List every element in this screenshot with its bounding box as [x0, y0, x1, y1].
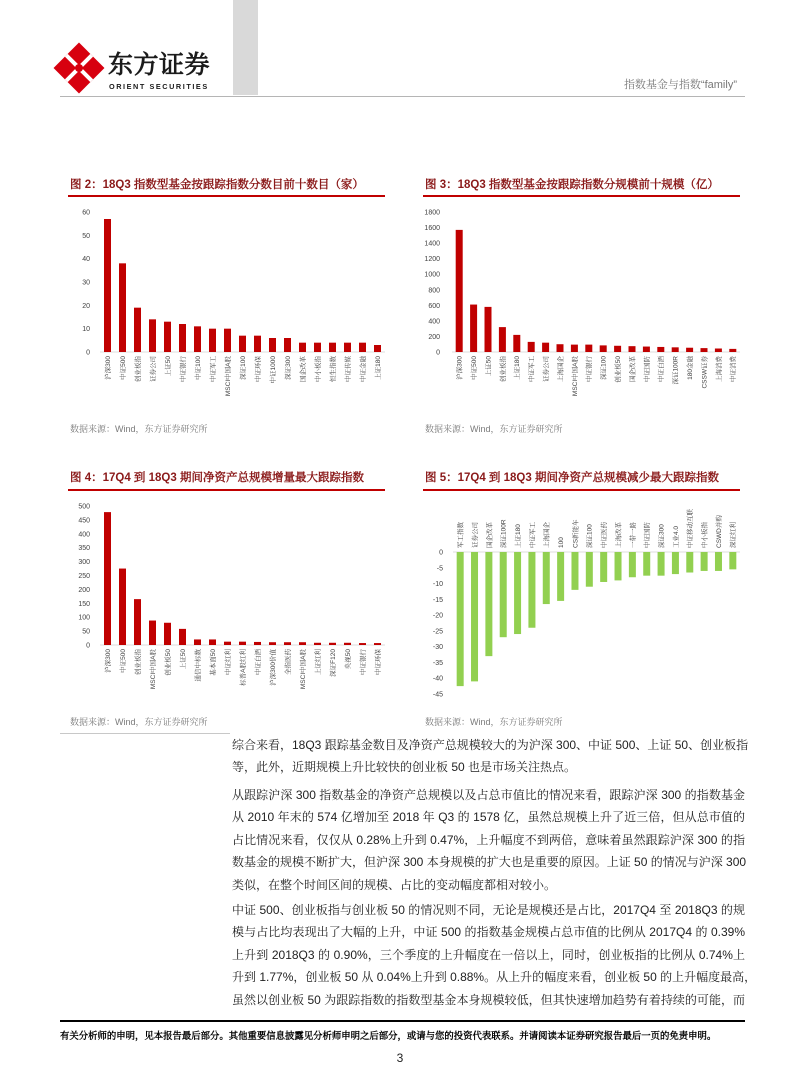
- y-tick-label: 1200: [424, 256, 440, 264]
- x-tick-label: 上海国企: [543, 522, 551, 548]
- text-line: 模与占比均表现出了大幅的上升，中证 500 的指数基金规模占总市值的比例从 2017Q4 的 0.39%: [232, 925, 745, 940]
- x-tick-label: 证券公司: [149, 356, 157, 382]
- text-line: 上升到 2018Q3 的 0.90%，三个季度的上升幅度在一倍以上，同时，创业板指的比例从 0.74%上: [232, 947, 745, 962]
- y-tick-label: 1400: [424, 240, 440, 248]
- footer-divider: [60, 1020, 745, 1022]
- bar-10: [239, 642, 246, 645]
- x-tick-label: 沪深300: [104, 356, 112, 380]
- bar-2: [119, 263, 126, 352]
- bar-3: [134, 308, 141, 352]
- bar-8: [209, 639, 216, 645]
- x-tick-label: 沪深300价值: [269, 649, 277, 686]
- bar-13: [284, 642, 291, 645]
- figure-4-title-rule: [68, 489, 385, 491]
- text-line: 综合来看，18Q3 跟踪基金数目及净资产总规模较大的为沪深 300、中证 500、上证 50、创业板指: [232, 737, 749, 752]
- x-tick-label: 中证银行: [179, 356, 187, 382]
- bar-8: [557, 344, 564, 352]
- bar-15: [657, 347, 664, 352]
- section-divider: [60, 733, 230, 734]
- figure-5-bar-chart: [415, 495, 745, 710]
- x-tick-label: 上海国企: [557, 356, 565, 382]
- bar-11: [254, 336, 261, 352]
- x-tick-label: 国企改革: [299, 356, 307, 382]
- bar-4: [149, 319, 156, 352]
- bar-9: [224, 642, 231, 645]
- bar-1: [104, 219, 111, 352]
- y-tick-label: -40: [432, 675, 443, 683]
- brand-name-cn: 东方证券: [108, 51, 211, 79]
- x-tick-label: 央视50: [344, 649, 352, 670]
- x-tick-label: 沪深300: [456, 356, 464, 380]
- y-tick-label: 10: [82, 326, 90, 334]
- y-tick-label: -5: [436, 565, 443, 573]
- y-tick-label: 50: [82, 232, 90, 240]
- figure-5-source: 数据来源：Wind，东方证券研究所: [425, 717, 563, 727]
- brand-name-en: ORIENT SECURITIES: [109, 82, 209, 91]
- bar-13: [629, 346, 636, 352]
- x-tick-label: 证券公司: [471, 522, 479, 548]
- x-tick-label: 创业板50: [615, 356, 622, 383]
- y-tick-label: 600: [428, 302, 440, 310]
- x-tick-label: 标普A股红利: [239, 649, 247, 686]
- x-tick-label: 全指医药: [284, 649, 292, 675]
- x-tick-label: 国企改革: [629, 356, 637, 382]
- bar-14: [299, 642, 306, 645]
- bar-19: [374, 643, 381, 645]
- x-tick-label: 中证国防: [643, 356, 651, 382]
- bar-20: [729, 349, 736, 352]
- x-tick-label: 深证300: [284, 356, 292, 380]
- bar-9: [571, 552, 578, 590]
- y-tick-label: 300: [78, 559, 90, 567]
- x-tick-label: 深证100: [600, 356, 608, 380]
- x-tick-label: 沪深300: [104, 649, 112, 673]
- x-tick-label: 上证180: [514, 524, 522, 548]
- bar-1: [456, 230, 463, 352]
- bar-15: [314, 343, 321, 352]
- x-tick-label: MSCI中国A股: [571, 356, 579, 397]
- bar-11: [254, 642, 261, 645]
- x-tick-label: MSCI中国A股: [149, 649, 157, 690]
- paragraph-csi500-chinext: [232, 899, 757, 1012]
- x-tick-label: 一带一路: [629, 522, 637, 548]
- bar-8: [209, 329, 216, 352]
- bar-7: [543, 552, 550, 604]
- x-tick-label: 深证100: [586, 524, 594, 548]
- y-tick-label: 400: [78, 531, 90, 539]
- x-tick-label: 创业板指: [499, 356, 507, 382]
- bar-20: [729, 552, 736, 569]
- x-tick-label: 上海消费: [715, 356, 723, 382]
- x-tick-label: 上证180: [374, 356, 382, 380]
- bar-18: [359, 343, 366, 352]
- bar-17: [686, 348, 693, 352]
- x-tick-label: 中证白酒: [658, 356, 666, 382]
- x-tick-label: 中证银行: [359, 649, 367, 675]
- bar-11: [600, 345, 607, 352]
- y-tick-label: 20: [82, 302, 90, 310]
- bar-10: [586, 552, 593, 587]
- bar-5: [513, 335, 520, 352]
- bar-16: [672, 347, 679, 352]
- x-tick-label: 中小板指: [701, 522, 709, 548]
- x-tick-label: 中证100: [194, 356, 202, 380]
- bar-16: [329, 643, 336, 645]
- text-line: 从 2010 年末的 574 亿增加至 2018 年 Q3 的 1578 亿，虽然总规模上升了近三倍，但从总市值的: [232, 810, 745, 825]
- figure-4-bar-chart: [60, 495, 390, 715]
- bar-10: [239, 336, 246, 352]
- x-tick-label: 深证红利: [730, 522, 738, 548]
- bar-17: [344, 643, 351, 645]
- x-tick-label: 工业4.0: [672, 525, 680, 548]
- y-tick-label: 400: [428, 318, 440, 326]
- bar-1: [457, 552, 464, 686]
- header-divider: [60, 96, 745, 97]
- bar-17: [344, 343, 351, 352]
- bar-2: [470, 305, 477, 352]
- y-tick-label: -15: [432, 596, 443, 604]
- bar-12: [269, 338, 276, 352]
- y-tick-label: 100: [78, 614, 90, 622]
- bar-3: [134, 599, 141, 645]
- x-tick-label: 深证100R: [500, 519, 508, 548]
- figure-5-title: 图 5：17Q4 到 18Q3 期间净资产总规模减少最大跟踪指数: [425, 472, 719, 484]
- figure-5-title-rule: [423, 489, 740, 491]
- x-tick-label: 100: [558, 537, 566, 548]
- y-tick-label: 450: [78, 517, 90, 525]
- bar-6: [179, 324, 186, 352]
- bar-6: [528, 342, 535, 352]
- footer-disclaimer: 有关分析师的申明，见本报告最后部分。其他重要信息披露见分析师申明之后部分，或请与您的投资代表联系。并请阅读本证券研究报告最后一页的免责申明。: [60, 1030, 717, 1041]
- text-line: 等，此外，近期规模上升比较快的创业板 50 也是市场关注热点。: [232, 760, 577, 775]
- x-tick-label: 深证300: [658, 524, 666, 548]
- x-tick-label: 上证50: [164, 356, 172, 377]
- x-tick-label: MSCI中国A股: [299, 649, 307, 690]
- bar-6: [179, 629, 186, 645]
- x-tick-label: CSSW证券: [701, 356, 709, 389]
- bar-7: [194, 639, 201, 645]
- bar-7: [542, 343, 549, 352]
- orient-securities-logo: [52, 42, 106, 94]
- bar-4: [499, 327, 506, 352]
- x-tick-label: 中证500: [119, 356, 127, 380]
- bar-10: [585, 345, 592, 352]
- bar-4: [500, 552, 507, 637]
- bar-3: [485, 552, 492, 656]
- x-tick-label: 军工指数: [457, 522, 465, 548]
- x-tick-label: 上证50: [179, 649, 187, 670]
- figure-2-bar-chart: [60, 200, 390, 425]
- y-tick-label: -25: [432, 628, 443, 636]
- x-tick-label: 中证银行: [586, 356, 594, 382]
- x-tick-label: 中证白酒: [254, 649, 262, 675]
- x-tick-label: 通信中标数: [194, 649, 202, 682]
- y-tick-label: 30: [82, 279, 90, 287]
- y-tick-label: -45: [432, 691, 443, 699]
- y-tick-label: 0: [439, 549, 443, 557]
- x-tick-label: 上海改革: [615, 522, 623, 548]
- text-line: 虽然以创业板 50 为跟踪指数的指数型基金本身规模较低，但其快速增加趋势有着持续的可能，而: [232, 992, 745, 1007]
- figure-2-title: 图 2：18Q3 指数型基金按跟踪指数分数目前十数目（家）: [70, 179, 364, 191]
- x-tick-label: 中证消费: [730, 356, 738, 382]
- y-tick-label: 150: [78, 600, 90, 608]
- paragraph-hs300: [232, 784, 745, 897]
- figure-2-title-rule: [68, 195, 385, 197]
- x-tick-label: 中证金融: [359, 356, 367, 382]
- x-tick-label: 中证环保: [374, 649, 382, 675]
- bar-15: [314, 643, 321, 645]
- x-tick-label: 深证F120: [329, 649, 337, 677]
- x-tick-label: MSCI中国A股: [224, 356, 232, 397]
- x-tick-label: 深证100: [239, 356, 247, 380]
- figure-3-source: 数据来源：Wind，东方证券研究所: [425, 424, 563, 434]
- x-tick-label: 中证医药: [601, 522, 609, 548]
- x-tick-label: 创业板指: [134, 356, 142, 382]
- x-tick-label: 上证50: [485, 356, 493, 377]
- bar-19: [715, 552, 722, 571]
- y-tick-label: 350: [78, 545, 90, 553]
- x-tick-label: 中证军工: [209, 356, 217, 382]
- bar-6: [528, 552, 535, 628]
- figure-3-title-rule: [423, 195, 740, 197]
- bar-13: [629, 552, 636, 577]
- x-tick-label: 深证100R: [672, 356, 680, 385]
- bar-3: [485, 307, 492, 352]
- paragraph-summary: [232, 734, 749, 779]
- x-tick-label: CS新能车: [572, 519, 580, 548]
- figure-3-title: 图 3：18Q3 指数型基金按跟踪指数分规模前十规模（亿）: [425, 179, 719, 191]
- bar-14: [643, 552, 650, 576]
- y-tick-label: -20: [432, 612, 443, 620]
- x-tick-label: 创业板50: [164, 649, 172, 676]
- figure-4-source: 数据来源：Wind，东方证券研究所: [70, 717, 208, 727]
- y-tick-label: 250: [78, 573, 90, 580]
- bar-16: [329, 343, 336, 352]
- x-tick-label: 恒生指数: [329, 356, 337, 382]
- figure-4-title: 图 4：17Q4 到 18Q3 期间净资产总规模增量最大跟踪指数: [70, 472, 364, 484]
- figure-3-bar-chart: [415, 200, 745, 425]
- bar-9: [571, 345, 578, 352]
- x-tick-label: 中小板指: [314, 356, 322, 382]
- bar-18: [359, 643, 366, 645]
- x-tick-label: CSWD并购: [715, 515, 723, 548]
- bar-17: [686, 552, 693, 573]
- y-tick-label: -30: [432, 644, 443, 652]
- x-tick-label: 中证环保: [254, 356, 262, 382]
- x-tick-label: 180金融: [687, 356, 694, 380]
- x-tick-label: 中证国防: [644, 522, 652, 548]
- y-tick-label: 800: [428, 287, 440, 295]
- bar-5: [164, 623, 171, 645]
- header-gray-strip: [233, 0, 258, 95]
- x-tick-label: 中证军工: [528, 356, 536, 382]
- bar-5: [514, 552, 521, 634]
- text-line: 从跟踪沪深 300 指数基金的净资产总规模以及占总市值比的情况来看，跟踪沪深 300 的指数基金: [232, 787, 745, 802]
- y-tick-label: 200: [78, 586, 90, 594]
- bar-12: [615, 552, 622, 580]
- bar-13: [284, 338, 291, 352]
- y-tick-label: 500: [78, 503, 90, 511]
- x-tick-label: 国企改革: [486, 522, 494, 548]
- bar-2: [471, 552, 478, 681]
- y-tick-label: 1800: [424, 209, 440, 217]
- x-tick-label: 上证红利: [314, 649, 322, 675]
- y-tick-label: 50: [82, 628, 90, 636]
- report-title: 指数基金与指数“family”: [623, 79, 737, 91]
- x-tick-label: 中证红利: [224, 649, 232, 675]
- text-line: 升到 1.77%，创业板 50 从 0.04%上升到 0.88%。从上升的幅度来看，创业板 50 的上升幅度最高，: [232, 970, 757, 985]
- bar-12: [269, 642, 276, 645]
- page-number: 3: [396, 1051, 404, 1065]
- x-tick-label: 中证传媒: [344, 356, 352, 382]
- figure-2-source: 数据来源：Wind，东方证券研究所: [70, 424, 208, 434]
- bar-14: [643, 347, 650, 352]
- bar-18: [701, 552, 708, 571]
- text-line: 中证 500、创业板指与创业板 50 的情况则不同，无论是规模还是占比，2017Q4 至 2018Q3 的规: [232, 902, 745, 917]
- x-tick-label: 上证180: [514, 356, 522, 380]
- y-tick-label: 1600: [424, 225, 440, 233]
- bar-4: [149, 621, 156, 645]
- text-line: 类似，在整个时间区间的规模、占比的变动幅度都相对较小。: [232, 877, 557, 892]
- bar-12: [614, 346, 621, 352]
- bar-8: [557, 552, 564, 601]
- bar-16: [672, 552, 679, 574]
- bar-15: [658, 552, 665, 576]
- y-tick-label: 200: [428, 333, 440, 341]
- x-tick-label: 中证移动互联: [687, 509, 695, 548]
- x-tick-label: 中证军工: [529, 522, 537, 548]
- bar-7: [194, 326, 201, 352]
- bar-19: [715, 349, 722, 353]
- y-tick-label: 0: [86, 349, 90, 357]
- x-tick-label: 基本面50: [209, 649, 217, 676]
- bar-1: [104, 512, 111, 645]
- y-tick-label: -35: [432, 659, 443, 667]
- y-tick-label: 0: [436, 349, 440, 357]
- bar-11: [600, 552, 607, 582]
- y-tick-label: 40: [82, 256, 90, 264]
- x-tick-label: 证券公司: [543, 356, 550, 382]
- x-tick-label: 创业板指: [134, 649, 142, 675]
- y-tick-label: 60: [82, 209, 90, 217]
- bar-19: [374, 345, 381, 352]
- text-line: 占比情况来看，仅仅从 0.28%上升到 0.47%，上升幅度不到两倍，意味着虽然跟踪沪深 300 的指: [232, 832, 745, 847]
- y-tick-label: -10: [432, 581, 443, 589]
- text-line: 数基金的规模不断扩大，但沪深 300 本身规模的扩大也是重要的原因。上证 50 的情况与沪深 300: [232, 855, 747, 870]
- x-tick-label: 中证500: [119, 649, 127, 673]
- y-tick-label: 0: [86, 642, 90, 650]
- bar-14: [299, 343, 306, 352]
- bar-5: [164, 322, 171, 352]
- x-tick-label: 中证1000: [269, 356, 277, 384]
- y-tick-label: 1000: [424, 271, 440, 279]
- x-tick-label: 中证500: [471, 356, 478, 380]
- bar-9: [224, 329, 231, 352]
- bar-18: [701, 348, 708, 352]
- bar-2: [119, 569, 126, 645]
